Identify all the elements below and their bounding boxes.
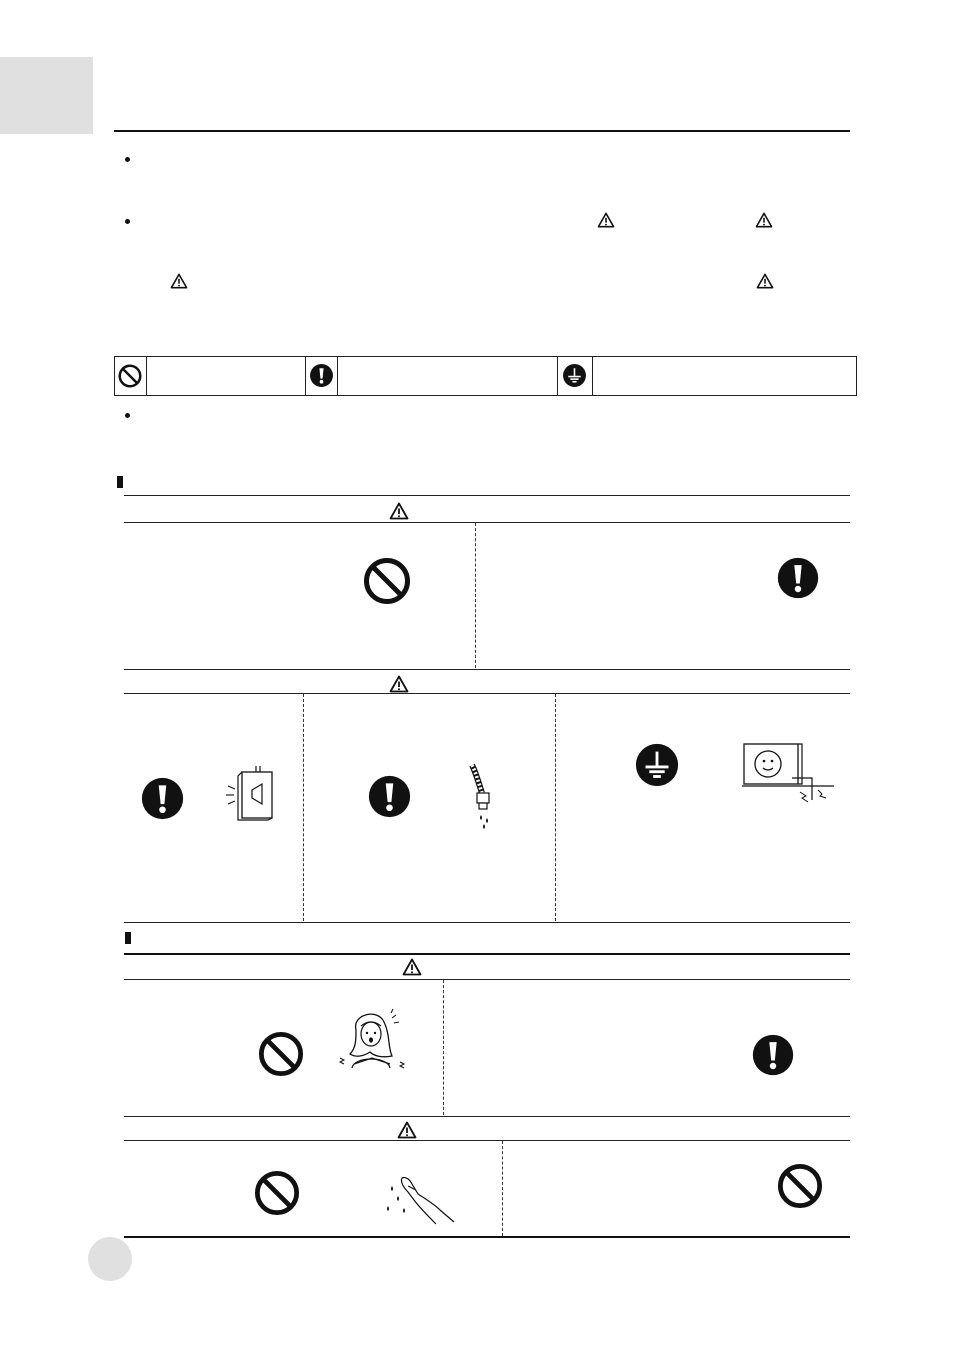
warning-triangle-icon [170,273,188,289]
section-marker [117,476,123,488]
warning-triangle-icon [756,273,774,289]
symbol-legend [114,356,857,396]
prohibition-icon [118,364,142,388]
header-rule [114,130,850,132]
warning-triangle-icon [597,212,615,228]
prohibition-icon [254,1170,300,1216]
legend-divider [305,357,306,395]
warning-triangle-icon [755,212,773,228]
section-rule [124,495,850,496]
warning-triangle-icon [402,958,422,976]
cell-divider [475,523,476,668]
legend-divider [557,357,558,395]
warning-triangle-icon [389,502,409,520]
bullet [125,219,130,224]
ground-icon [634,742,680,788]
mandatory-icon [140,776,185,821]
row-rule [124,522,850,523]
page-number-circle [88,1237,132,1281]
breaker-illustration [222,762,278,822]
mandatory-icon [776,556,820,600]
legend-divider [146,357,147,395]
bullet [125,157,130,162]
wet-hand-illustration [384,1170,456,1228]
row-rule [124,693,850,694]
mandatory-icon [309,363,334,388]
bullet [125,413,130,418]
cold-person-illustration [334,1008,412,1074]
cell-divider [555,694,556,921]
row-rule [124,1116,850,1117]
prohibition-icon [258,1031,304,1077]
drain-hose-illustration [466,763,498,833]
section-marker [125,932,131,944]
ground-icon [562,363,587,388]
warning-triangle-icon [397,1121,417,1139]
bottom-rule [124,1236,850,1238]
cell-divider [502,1141,503,1236]
warning-triangle-icon [389,675,409,693]
mandatory-icon [367,774,412,819]
prohibition-icon [363,557,411,605]
row-rule [124,979,850,980]
prohibition-icon [777,1163,823,1209]
row-rule [124,1140,850,1141]
row-rule [124,669,850,670]
section-rule [124,953,850,955]
grounded-unit-illustration [740,740,836,806]
mandatory-icon [751,1033,795,1077]
legend-divider [337,357,338,395]
row-rule [124,922,850,923]
side-tab [0,57,93,134]
cell-divider [303,694,304,921]
cell-divider [443,980,444,1115]
legend-divider [592,357,593,395]
